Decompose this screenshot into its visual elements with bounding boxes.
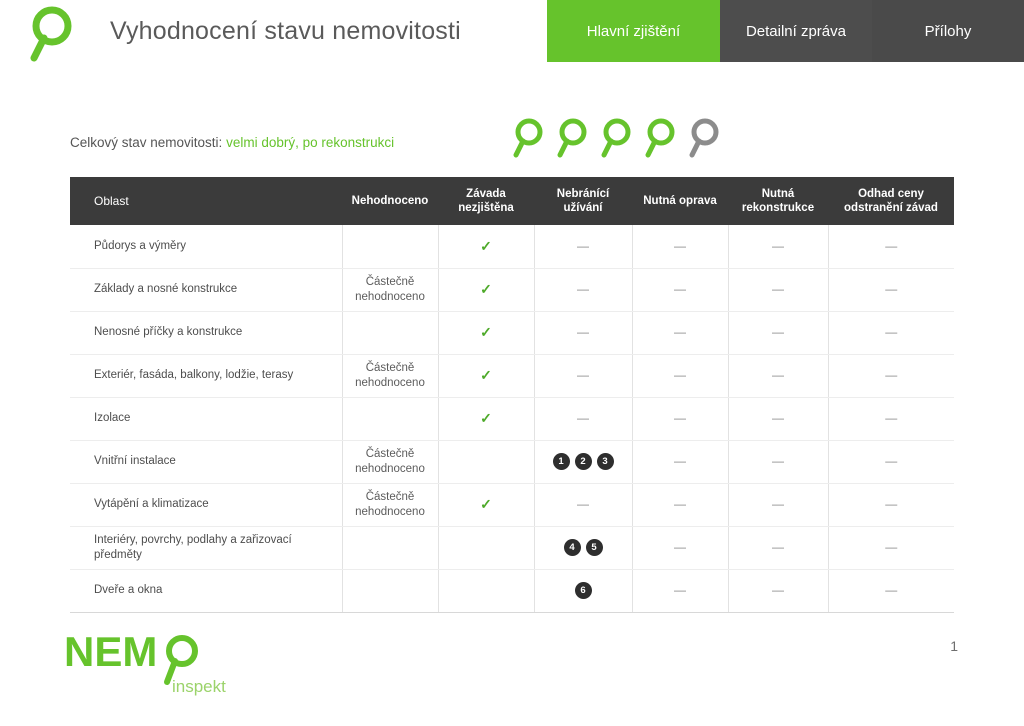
checkmark-icon: ✓ — [480, 237, 492, 254]
page-header — [0, 0, 1024, 62]
cell-nebranici-uzivani — [534, 225, 632, 268]
cell-nutna-rekonstrukce — [728, 440, 828, 483]
col-nehodnoceno: Nehodnoceno — [342, 177, 438, 225]
magnifier-rating-icon-1 — [510, 118, 547, 158]
nemo-inspekt-logo — [64, 630, 234, 702]
cell-nutna-rekonstrukce — [728, 526, 828, 569]
tab-detailni-zprava[interactable]: Detailní zpráva — [720, 0, 872, 62]
cell-zavada-nezjistena — [438, 440, 534, 483]
col-oblast: Oblast — [70, 177, 342, 225]
cell-nehodnoceno — [342, 397, 438, 440]
cell-nebranici-uzivani — [534, 354, 632, 397]
cell-odhad-ceny — [828, 440, 954, 483]
empty-dash: — — [674, 281, 686, 296]
magnifier-rating-icon-4 — [642, 118, 679, 158]
col-nebranici-uzivani: Nebránící užívání — [534, 177, 632, 225]
defect-badge[interactable]: 2 — [575, 453, 592, 470]
table-row — [70, 354, 954, 397]
table-row — [70, 526, 954, 569]
empty-dash: — — [674, 410, 686, 425]
empty-dash: — — [885, 238, 898, 253]
cell-zavada-nezjistena — [438, 311, 534, 354]
empty-dash: — — [674, 496, 686, 511]
empty-dash: — — [885, 324, 898, 339]
cell-nutna-oprava — [632, 526, 728, 569]
tab-prilohy[interactable]: Přílohy — [872, 0, 1024, 62]
magnifier-rating-icon-3 — [598, 118, 635, 158]
empty-dash: — — [772, 281, 784, 296]
empty-dash: — — [577, 281, 589, 296]
table-header-row — [70, 177, 954, 225]
cell-nutna-rekonstrukce — [728, 268, 828, 311]
cell-odhad-ceny — [828, 569, 954, 612]
cell-nutna-oprava — [632, 569, 728, 612]
cell-nutna-oprava — [632, 483, 728, 526]
cell-odhad-ceny — [828, 311, 954, 354]
table-row — [70, 225, 954, 268]
col-zavada-nezjistena: Závada nezjištěna — [438, 177, 534, 225]
cell-nehodnoceno — [342, 526, 438, 569]
overall-condition-value: velmi dobrý, po rekonstrukci — [226, 135, 395, 150]
cell-nehodnoceno — [342, 569, 438, 612]
empty-dash: — — [772, 539, 784, 554]
cell-nutna-rekonstrukce — [728, 225, 828, 268]
cell-oblast: Dveře a okna — [70, 569, 342, 612]
col-nutna-rekonstrukce: Nutná rekonstrukce — [728, 177, 828, 225]
empty-dash: — — [885, 367, 898, 382]
defect-badge[interactable]: 3 — [597, 453, 614, 470]
cell-nutna-rekonstrukce — [728, 397, 828, 440]
cell-oblast: Izolace — [70, 397, 342, 440]
page-number: 1 — [950, 638, 958, 654]
empty-dash: — — [885, 410, 898, 425]
magnifier-logo-icon — [22, 6, 84, 62]
cell-nebranici-uzivani — [534, 268, 632, 311]
checkmark-icon: ✓ — [480, 409, 492, 426]
empty-dash: — — [674, 238, 686, 253]
table-body — [70, 225, 954, 612]
cell-nutna-oprava — [632, 311, 728, 354]
empty-dash: — — [885, 496, 898, 511]
empty-dash: — — [772, 582, 784, 597]
defect-badges — [539, 539, 628, 556]
cell-nutna-rekonstrukce — [728, 354, 828, 397]
partial-note: Částečně nehodnoceno — [355, 275, 425, 303]
cell-odhad-ceny — [828, 526, 954, 569]
tab-bar — [547, 0, 1024, 62]
cell-nutna-oprava — [632, 225, 728, 268]
partial-note: Částečně nehodnoceno — [355, 361, 425, 389]
empty-dash: — — [885, 453, 898, 468]
table-row — [70, 397, 954, 440]
defect-badges — [539, 453, 628, 470]
defect-badge[interactable]: 4 — [564, 539, 581, 556]
table-row — [70, 569, 954, 612]
col-nutna-oprava: Nutná oprava — [632, 177, 728, 225]
empty-dash: — — [772, 410, 784, 425]
rating-magnifiers — [510, 118, 723, 158]
empty-dash: — — [674, 324, 686, 339]
page-title: Vyhodnocení stavu nemovitosti — [110, 17, 461, 45]
checkmark-icon: ✓ — [480, 495, 492, 512]
overall-condition — [70, 135, 394, 150]
checkmark-icon: ✓ — [480, 323, 492, 340]
cell-nehodnoceno — [342, 268, 438, 311]
cell-nebranici-uzivani — [534, 440, 632, 483]
empty-dash: — — [674, 582, 686, 597]
cell-nehodnoceno — [342, 311, 438, 354]
col-odhad-ceny: Odhad ceny odstranění závad — [828, 177, 954, 225]
cell-nebranici-uzivani — [534, 569, 632, 612]
cell-nutna-rekonstrukce — [728, 311, 828, 354]
defect-badge[interactable]: 5 — [586, 539, 603, 556]
cell-zavada-nezjistena — [438, 526, 534, 569]
cell-oblast: Nenosné příčky a konstrukce — [70, 311, 342, 354]
defect-badges — [539, 582, 628, 599]
cell-oblast: Exteriér, fasáda, balkony, lodžie, terasy — [70, 354, 342, 397]
cell-nutna-oprava — [632, 440, 728, 483]
cell-nutna-rekonstrukce — [728, 483, 828, 526]
svg-text:inspekt: inspekt — [172, 677, 226, 696]
svg-text:NEM: NEM — [64, 630, 158, 675]
cell-nehodnoceno — [342, 225, 438, 268]
defect-badge[interactable]: 6 — [575, 582, 592, 599]
cell-nutna-rekonstrukce — [728, 569, 828, 612]
cell-zavada-nezjistena — [438, 397, 534, 440]
cell-oblast: Půdorys a výměry — [70, 225, 342, 268]
table-row — [70, 268, 954, 311]
cell-zavada-nezjistena — [438, 483, 534, 526]
cell-odhad-ceny — [828, 354, 954, 397]
empty-dash: — — [577, 238, 589, 253]
empty-dash: — — [772, 324, 784, 339]
empty-dash: — — [577, 496, 589, 511]
empty-dash: — — [577, 410, 589, 425]
cell-nebranici-uzivani — [534, 483, 632, 526]
checkmark-icon: ✓ — [480, 366, 492, 383]
cell-nutna-oprava — [632, 397, 728, 440]
magnifier-rating-icon-2 — [554, 118, 591, 158]
cell-oblast: Vnitřní instalace — [70, 440, 342, 483]
findings-table — [70, 177, 954, 613]
table-row — [70, 440, 954, 483]
checkmark-icon: ✓ — [480, 280, 492, 297]
table-row — [70, 483, 954, 526]
cell-odhad-ceny — [828, 268, 954, 311]
partial-note: Částečně nehodnoceno — [355, 447, 425, 475]
empty-dash: — — [772, 367, 784, 382]
empty-dash: — — [772, 453, 784, 468]
cell-zavada-nezjistena — [438, 225, 534, 268]
cell-zavada-nezjistena — [438, 354, 534, 397]
cell-oblast: Základy a nosné konstrukce — [70, 268, 342, 311]
table-row — [70, 311, 954, 354]
empty-dash: — — [577, 367, 589, 382]
cell-zavada-nezjistena — [438, 569, 534, 612]
cell-nebranici-uzivani — [534, 311, 632, 354]
empty-dash: — — [772, 496, 784, 511]
cell-nutna-oprava — [632, 354, 728, 397]
empty-dash: — — [674, 453, 686, 468]
cell-nutna-oprava — [632, 268, 728, 311]
cell-odhad-ceny — [828, 225, 954, 268]
cell-odhad-ceny — [828, 397, 954, 440]
empty-dash: — — [577, 324, 589, 339]
empty-dash: — — [772, 238, 784, 253]
magnifier-rating-icon-5 — [686, 118, 723, 158]
cell-oblast: Vytápění a klimatizace — [70, 483, 342, 526]
cell-nehodnoceno — [342, 440, 438, 483]
cell-zavada-nezjistena — [438, 268, 534, 311]
cell-nehodnoceno — [342, 483, 438, 526]
cell-nehodnoceno — [342, 354, 438, 397]
cell-odhad-ceny — [828, 483, 954, 526]
partial-note: Částečně nehodnoceno — [355, 490, 425, 518]
tab-hlavni-zjisteni[interactable]: Hlavní zjištění — [547, 0, 720, 62]
empty-dash: — — [885, 281, 898, 296]
empty-dash: — — [885, 582, 898, 597]
overall-condition-label: Celkový stav nemovitosti: — [70, 135, 223, 150]
cell-oblast: Interiéry, povrchy, podlahy a zařizovací předměty — [70, 526, 342, 569]
empty-dash: — — [885, 539, 898, 554]
cell-nebranici-uzivani — [534, 526, 632, 569]
empty-dash: — — [674, 539, 686, 554]
cell-nebranici-uzivani — [534, 397, 632, 440]
defect-badge[interactable]: 1 — [553, 453, 570, 470]
empty-dash: — — [674, 367, 686, 382]
